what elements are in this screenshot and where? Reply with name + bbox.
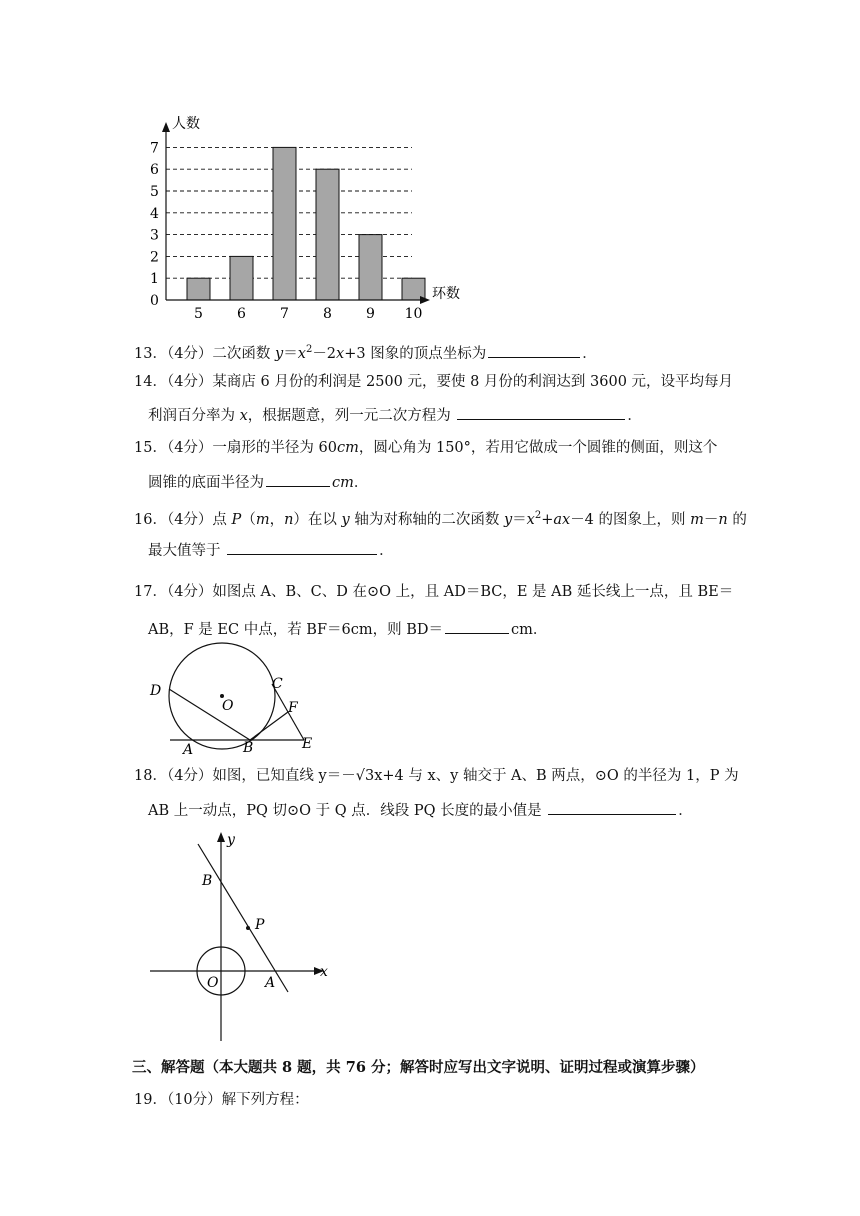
y-tick-label: 0 <box>150 293 159 309</box>
y-tick-label: 4 <box>150 205 159 222</box>
q18-answer-blank[interactable] <box>548 800 676 815</box>
x-tick-label: 8 <box>323 306 332 322</box>
q18-label-O: O <box>207 975 219 991</box>
q18-label-B: B <box>202 873 213 889</box>
q16-y: y <box>341 511 350 528</box>
q17-label-O: O <box>222 698 234 714</box>
q16-minus: － <box>703 511 719 528</box>
q16-sup: 2 <box>534 510 542 521</box>
q16-text3: 最大值等于 <box>148 543 226 559</box>
q17-end: cm． <box>511 622 548 638</box>
q16-de: 的 <box>727 511 747 528</box>
q16-answer-blank[interactable] <box>227 540 377 555</box>
q17-label-E: E <box>302 736 313 752</box>
q13-text: 13．（4分）二次函数 <box>134 345 276 362</box>
q17-label-F: F <box>288 700 298 716</box>
question-13 <box>134 340 597 364</box>
q16-P: P <box>231 511 242 528</box>
q14-answer-blank[interactable] <box>457 405 625 420</box>
q18-label-A: A <box>265 975 276 991</box>
q18-line-AB <box>198 844 288 992</box>
q13-minus: －2 <box>312 345 337 362</box>
q13-answer-blank[interactable] <box>488 343 580 358</box>
q18-end: ． <box>678 803 693 819</box>
q13-eq: ＝ <box>283 345 298 362</box>
q18-text: 18．（4分）如图，已知直线 y＝－√3x+4 与 x、y 轴交于 A、B 两点，⊙O 的半径为 1，P 为 <box>134 768 739 784</box>
x-tick-label: 5 <box>194 306 203 322</box>
q16-eq: ＝ <box>512 511 527 528</box>
q13-sup: 2 <box>305 344 313 355</box>
question-16-line2 <box>148 540 394 561</box>
q18-point-P <box>246 926 250 930</box>
q14-text3: ，根据题意，列一元二次方程为 <box>247 408 456 424</box>
q15-unit: cm <box>337 440 359 456</box>
question-18-line2 <box>148 800 693 821</box>
y-tick-label: 2 <box>150 249 159 266</box>
q15-text2: ，圆心角为 150°，若用它做成一个圆锥的侧面，则这个 <box>358 440 718 456</box>
q16-y2: y <box>503 511 513 528</box>
section-3-heading: 三、解答题（本大题共 8 题，共 76 分；解答时应写出文字说明、证明过程或演算步骤） <box>132 1059 705 1076</box>
question-14-line1 <box>134 372 733 392</box>
q15-answer-blank[interactable] <box>266 472 330 487</box>
q14-text2: 利润百分率为 <box>148 408 240 424</box>
q17-label-D: D <box>150 683 162 699</box>
bar-8 <box>316 169 339 300</box>
q17-label-B: B <box>243 740 254 756</box>
q16-paren: （ <box>241 511 256 528</box>
question-14-line2 <box>148 405 642 426</box>
question-18-line1 <box>134 766 739 786</box>
q16-m2: m <box>690 511 704 528</box>
q13-tail: +3 图象的顶点坐标为 <box>344 345 487 362</box>
q16-comma: ， <box>269 511 285 528</box>
x-tick-label: 9 <box>366 306 375 322</box>
q13-var-x: x <box>297 345 306 362</box>
y-axis-label: 人数 <box>172 116 200 132</box>
y-tick-label: 5 <box>150 184 159 200</box>
q18-label-x: x <box>320 964 328 980</box>
q16-n2: n <box>718 511 728 528</box>
bar-7 <box>273 147 296 300</box>
q16-text: 16．（4分）点 <box>134 511 232 528</box>
q18-text2: AB 上一动点，PQ 切⊙O 于 Q 点．线段 PQ 长度的最小值是 <box>148 803 547 819</box>
bar-5 <box>187 278 210 300</box>
q17-label-C: C <box>272 676 283 692</box>
y-tick-label: 7 <box>150 140 159 157</box>
q16-m: m <box>255 511 270 528</box>
question-16-line1 <box>134 506 747 530</box>
q14-end: ． <box>627 408 642 424</box>
y-tick-label: 3 <box>150 227 159 244</box>
question-17-line1 <box>134 582 733 602</box>
q15-unit2: cm <box>332 475 354 491</box>
q18-label-P: P <box>255 917 265 933</box>
q17-label-A: A <box>183 742 194 758</box>
q16-ax: ax <box>553 511 571 528</box>
q17-text2: AB，F 是 EC 中点，若 BF＝6cm，则 BD＝ <box>148 622 444 638</box>
bar-chart <box>0 0 860 330</box>
q14-text: 14．（4分）某商店 6 月份的利润是 2500 元，要使 8 月份的利润达到 3600 元，设平均每月 <box>134 374 734 390</box>
y-tick-label: 6 <box>150 162 159 179</box>
q16-n: n <box>284 511 294 528</box>
x-tick-label: 6 <box>237 306 246 322</box>
bar-9 <box>359 235 382 300</box>
q16-x2: x <box>526 511 535 528</box>
q15-text: 15．（4分）一扇形的半径为 60 <box>134 440 337 456</box>
y-tick-label: 1 <box>150 271 159 288</box>
q13-var-x2: x <box>336 345 345 362</box>
q17-figure <box>0 640 860 760</box>
x-axis-label: 环数 <box>432 286 460 302</box>
q14-var: x <box>239 408 248 424</box>
q13-end: ． <box>582 345 597 362</box>
q16-paren2: ）在以 <box>293 511 342 528</box>
q16-tail: －4 的图象上，则 <box>570 511 691 528</box>
question-17-line2 <box>148 619 547 640</box>
q16-end: ． <box>379 543 394 559</box>
q16-text2: 轴为对称轴的二次函数 <box>349 511 504 528</box>
q17-answer-blank[interactable] <box>445 619 509 634</box>
q18-figure <box>0 826 860 1046</box>
question-15-line1 <box>134 438 717 458</box>
question-19: 19．（10分）解下列方程： <box>134 1092 309 1108</box>
question-15-line2 <box>148 472 368 493</box>
q15-end: ． <box>353 475 369 491</box>
q13-var-y: y <box>275 345 284 362</box>
x-tick-label: 7 <box>280 306 289 322</box>
q17-text: 17．（4分）如图点 A、B、C、D 在⊙O 上，且 AD＝BC，E 是 AB 延长线上一点，且 BE＝ <box>134 584 734 600</box>
bar-6 <box>230 256 253 300</box>
q18-label-y: y <box>227 832 235 848</box>
q16-plus: + <box>541 511 554 528</box>
x-tick-label: 10 <box>404 306 423 322</box>
q15-text3: 圆锥的底面半径为 <box>148 475 264 491</box>
